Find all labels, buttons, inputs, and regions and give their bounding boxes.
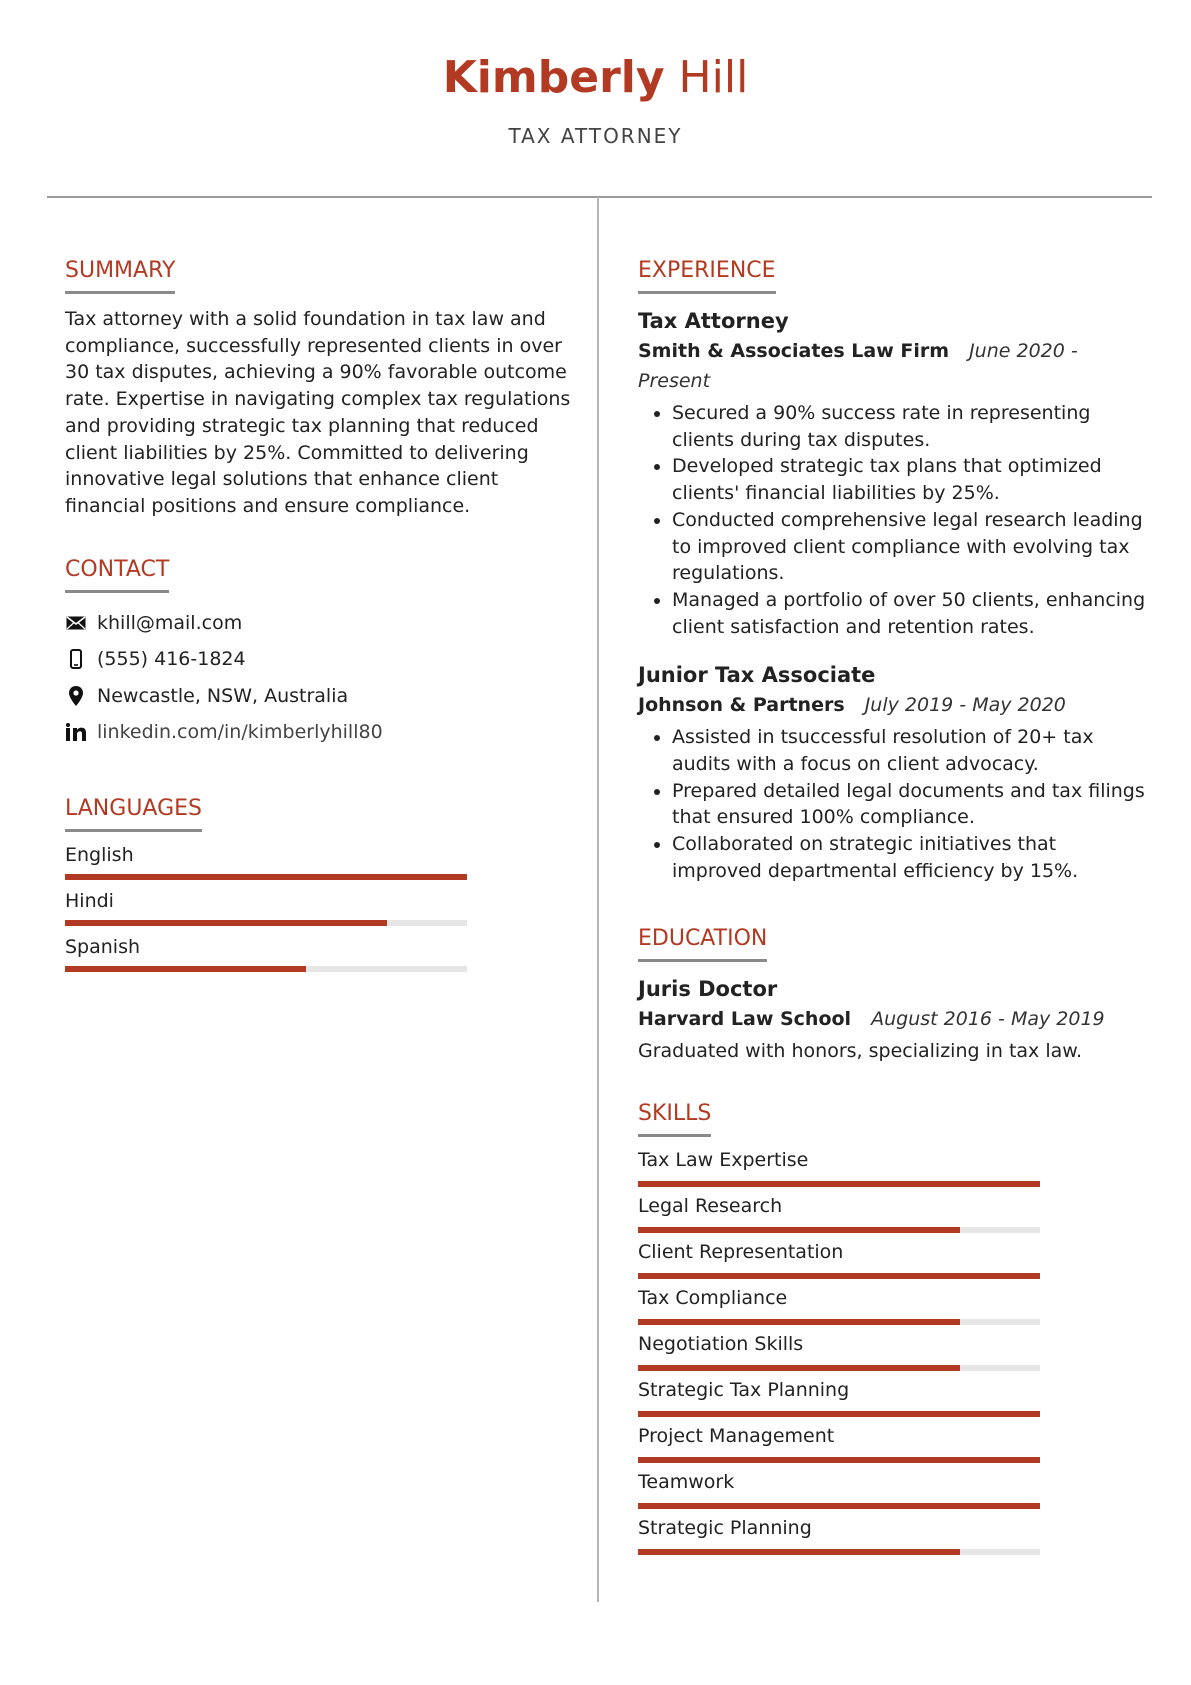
education-meta bbox=[638, 1004, 1148, 1034]
first-name: Kimberly bbox=[442, 52, 665, 103]
language-level-fill bbox=[65, 966, 306, 972]
skill-item bbox=[638, 1465, 1148, 1509]
skill-level-track bbox=[638, 1503, 1040, 1509]
company-name: Smith & Associates Law Firm bbox=[638, 340, 950, 362]
language-name: Spanish bbox=[65, 935, 141, 958]
last-name: Hill bbox=[678, 52, 749, 103]
education-dates: August 2016 - May 2019 bbox=[871, 1007, 1105, 1030]
candidate-name bbox=[0, 48, 1191, 108]
job-bullet: • Managed a portfolio of over 50 clients, enhancing client satisfaction and retention rates. bbox=[672, 587, 1148, 640]
language-list bbox=[65, 840, 575, 972]
skill-item bbox=[638, 1189, 1148, 1233]
job-bullets bbox=[638, 724, 1148, 884]
languages-section bbox=[65, 793, 575, 972]
skill-level-fill bbox=[638, 1549, 960, 1555]
experience-section bbox=[638, 255, 1148, 885]
experience-heading: EXPERIENCE bbox=[638, 255, 776, 294]
skill-level-track bbox=[638, 1273, 1040, 1279]
education-note: Graduated with honors, specializing in tax law. bbox=[638, 1039, 1083, 1062]
summary-heading: SUMMARY bbox=[65, 255, 175, 294]
language-level-track bbox=[65, 920, 467, 926]
skill-level-fill bbox=[638, 1411, 1040, 1417]
contact-email[interactable] bbox=[65, 605, 575, 642]
envelope-icon bbox=[65, 612, 87, 634]
job-entry bbox=[638, 306, 1148, 640]
skill-level-track bbox=[638, 1457, 1040, 1463]
contact-section bbox=[65, 554, 575, 751]
skill-item bbox=[638, 1511, 1148, 1555]
education-heading: EDUCATION bbox=[638, 923, 767, 962]
skills-heading: SKILLS bbox=[638, 1098, 711, 1137]
skill-item bbox=[638, 1419, 1148, 1463]
skill-name: Legal Research bbox=[638, 1195, 783, 1218]
job-entry bbox=[638, 660, 1148, 884]
school-name: Harvard Law School bbox=[638, 1007, 852, 1030]
skill-level-track bbox=[638, 1181, 1040, 1187]
skill-level-fill bbox=[638, 1227, 960, 1233]
contact-phone[interactable] bbox=[65, 641, 575, 678]
language-name: English bbox=[65, 843, 134, 866]
skill-level-track bbox=[638, 1227, 1040, 1233]
skill-level-fill bbox=[638, 1457, 1040, 1463]
job-dates: June 2020 - Present bbox=[638, 340, 1078, 392]
skill-item bbox=[638, 1143, 1148, 1187]
email-text: khill@mail.com bbox=[97, 611, 243, 634]
job-bullet: • Conducted comprehensive legal research leading to improved client compliance with evolving tax regulations. bbox=[672, 507, 1148, 587]
contact-linkedin[interactable] bbox=[65, 714, 575, 751]
header-divider bbox=[47, 196, 1152, 198]
summary-section bbox=[65, 255, 575, 520]
skill-level-track bbox=[638, 1549, 1040, 1555]
job-bullet: • Assisted in tsuccessful resolution of 20+ tax audits with a focus on client advocacy. bbox=[672, 724, 1148, 777]
column-divider bbox=[597, 197, 599, 1602]
skill-name: Tax Law Expertise bbox=[638, 1149, 809, 1172]
contact-heading: CONTACT bbox=[65, 554, 169, 593]
job-bullets bbox=[638, 400, 1148, 640]
skill-name: Teamwork bbox=[638, 1471, 735, 1494]
skill-level-fill bbox=[638, 1273, 1040, 1279]
left-column bbox=[65, 255, 575, 978]
right-column bbox=[638, 255, 1148, 1557]
summary-text: Tax attorney with a solid foundation in tax law and compliance, successfully represented clients in over 30 tax disputes, achieving a 90% favorable outcome rate. Expertise in navigating complex tax regulations and providing strategic tax planning that reduced client liabilities by 25%. Committed to delivering innovative legal solutions that enhance client financial positions and ensure compliance. bbox=[65, 308, 571, 517]
skill-item bbox=[638, 1327, 1148, 1371]
skill-level-fill bbox=[638, 1181, 1040, 1187]
degree: Juris Doctor bbox=[638, 976, 778, 1001]
job-bullet: • Secured a 90% success rate in representing clients during tax disputes. bbox=[672, 400, 1148, 453]
skill-list bbox=[638, 1143, 1148, 1555]
skill-name: Client Representation bbox=[638, 1241, 844, 1264]
language-item bbox=[65, 840, 575, 880]
phone-icon bbox=[65, 648, 87, 670]
job-meta bbox=[638, 336, 1148, 396]
skill-name: Tax Compliance bbox=[638, 1287, 788, 1310]
job-bullet: • Collaborated on strategic initiatives that improved departmental efficiency by 15%. bbox=[672, 831, 1148, 884]
linkedin-icon bbox=[65, 721, 87, 743]
skill-item bbox=[638, 1235, 1148, 1279]
language-level-fill bbox=[65, 874, 467, 880]
language-item bbox=[65, 886, 575, 926]
skill-level-fill bbox=[638, 1503, 1040, 1509]
job-dates: July 2019 - May 2020 bbox=[864, 694, 1066, 717]
job-title: Tax Attorney bbox=[638, 309, 789, 333]
location-pin-icon bbox=[65, 685, 87, 707]
skill-level-fill bbox=[638, 1319, 960, 1325]
skill-name: Strategic Tax Planning bbox=[638, 1379, 850, 1402]
job-meta bbox=[638, 690, 1148, 720]
skill-item bbox=[638, 1281, 1148, 1325]
language-level-track bbox=[65, 874, 467, 880]
skill-level-track bbox=[638, 1411, 1040, 1417]
skill-name: Negotiation Skills bbox=[638, 1333, 804, 1356]
skill-level-track bbox=[638, 1365, 1040, 1371]
language-level-track bbox=[65, 966, 467, 972]
language-name: Hindi bbox=[65, 889, 114, 912]
languages-heading: LANGUAGES bbox=[65, 793, 202, 832]
skill-name: Strategic Planning bbox=[638, 1517, 812, 1540]
skill-level-track bbox=[638, 1319, 1040, 1325]
language-level-fill bbox=[65, 920, 387, 926]
education-section bbox=[638, 923, 1148, 1065]
language-item bbox=[65, 932, 575, 972]
skills-section bbox=[638, 1098, 1148, 1555]
phone-text: (555) 416-1824 bbox=[97, 648, 246, 671]
linkedin-text: linkedin.com/in/kimberlyhill80 bbox=[97, 721, 383, 744]
contact-location bbox=[65, 678, 575, 715]
job-bullet: • Developed strategic tax plans that optimized clients' financial liabilities by 25%. bbox=[672, 453, 1148, 506]
skill-item bbox=[638, 1373, 1148, 1417]
skill-name: Project Management bbox=[638, 1425, 835, 1448]
company-name: Johnson & Partners bbox=[638, 694, 845, 717]
skill-level-fill bbox=[638, 1365, 960, 1371]
location-text: Newcastle, NSW, Australia bbox=[97, 684, 349, 707]
job-title: Junior Tax Associate bbox=[638, 663, 876, 688]
job-title-header: TAX ATTORNEY bbox=[508, 124, 683, 148]
job-bullet: • Prepared detailed legal documents and tax filings that ensured 100% compliance. bbox=[672, 778, 1148, 831]
